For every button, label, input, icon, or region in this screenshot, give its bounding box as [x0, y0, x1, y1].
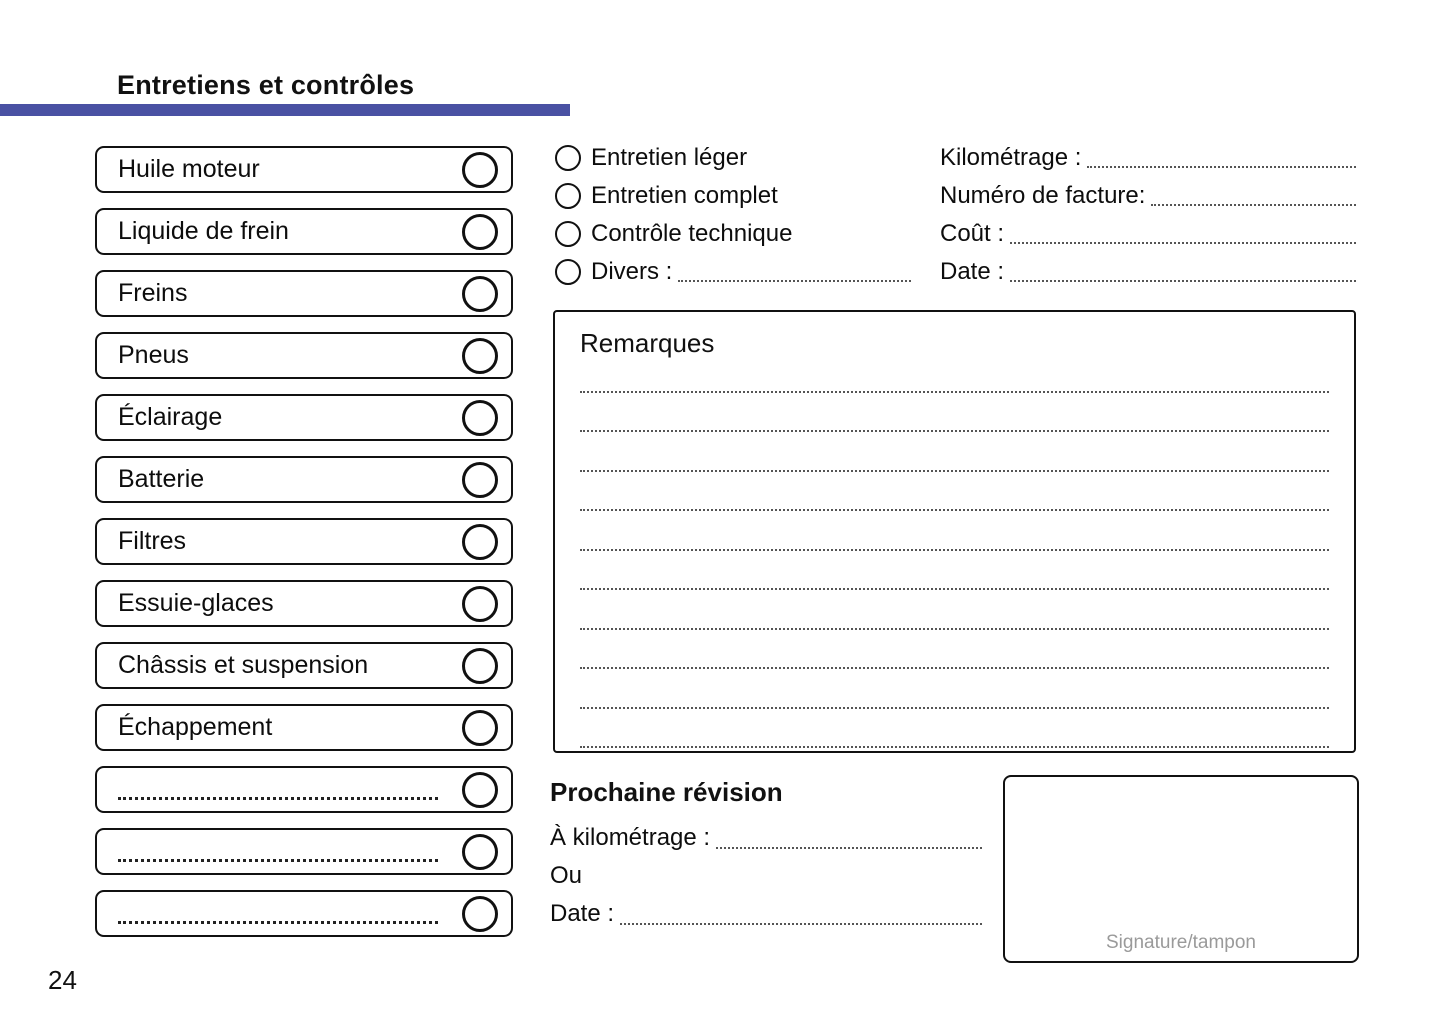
- blank-fill-line[interactable]: [118, 797, 438, 800]
- check-circle[interactable]: [462, 710, 498, 746]
- remarks-fill-line[interactable]: [580, 590, 1329, 630]
- service-type-label: Entretien complet: [591, 182, 778, 209]
- check-circle[interactable]: [462, 276, 498, 312]
- checklist-row-blank: [95, 890, 513, 937]
- checklist-row: [95, 456, 513, 503]
- checklist-row: [95, 146, 513, 193]
- next-service-km-row: [550, 822, 982, 854]
- accent-bar: [0, 104, 570, 116]
- service-type-label: Entretien léger: [591, 144, 748, 171]
- check-circle[interactable]: [462, 896, 498, 932]
- checklist-label: Pneus: [118, 341, 189, 369]
- field-label: Date :: [550, 900, 615, 927]
- remarks-fill-line[interactable]: [580, 630, 1329, 670]
- checklist-label: Huile moteur: [118, 155, 260, 183]
- check-circle[interactable]: [462, 834, 498, 870]
- record-field-row: [940, 219, 1356, 249]
- check-circle[interactable]: [462, 338, 498, 374]
- field-fill-line[interactable]: [1087, 166, 1356, 168]
- checklist-row: [95, 518, 513, 565]
- checklist-row-blank: [95, 828, 513, 875]
- checklist-row: [95, 332, 513, 379]
- checklist-row: [95, 704, 513, 751]
- page-title: Entretiens et contrôles: [117, 70, 415, 100]
- checklist-label: Essuie-glaces: [118, 589, 274, 617]
- service-type-row: [555, 143, 911, 173]
- remarks-title: Remarques: [580, 328, 715, 358]
- check-circle[interactable]: [462, 152, 498, 188]
- record-field-row: [940, 257, 1356, 287]
- next-service-or-row: [550, 860, 982, 892]
- check-circle[interactable]: [462, 772, 498, 808]
- check-circle[interactable]: [462, 214, 498, 250]
- checklist-row-blank: [95, 766, 513, 813]
- service-type-row: [555, 181, 911, 211]
- next-service-date-row: [550, 898, 982, 930]
- record-field-row: [940, 143, 1356, 173]
- remarks-fill-line[interactable]: [580, 669, 1329, 709]
- page-number: 24: [48, 965, 77, 995]
- signature-box[interactable]: [1003, 775, 1359, 963]
- checklist-label: Éclairage: [118, 403, 223, 431]
- remarks-fill-line[interactable]: [580, 393, 1329, 433]
- divers-fill-line[interactable]: [678, 280, 911, 282]
- remarks-fill-line[interactable]: [580, 551, 1329, 591]
- check-circle[interactable]: [462, 524, 498, 560]
- service-type-label: Contrôle technique: [591, 220, 793, 247]
- checklist-row: [95, 642, 513, 689]
- radio-circle[interactable]: [555, 259, 581, 285]
- record-field-row: [940, 181, 1356, 211]
- radio-circle[interactable]: [555, 145, 581, 171]
- remarks-fill-line[interactable]: [580, 511, 1329, 551]
- field-fill-line[interactable]: [716, 847, 982, 849]
- next-service-title: Prochaine révision: [550, 777, 783, 807]
- service-type-row: [555, 219, 911, 249]
- remarks-box: [553, 310, 1356, 753]
- field-label: Numéro de facture:: [940, 182, 1146, 209]
- check-circle[interactable]: [462, 648, 498, 684]
- service-type-label: Divers :: [591, 258, 673, 285]
- checklist-label: Échappement: [118, 713, 273, 741]
- field-label: À kilométrage :: [550, 824, 711, 851]
- check-circle[interactable]: [462, 586, 498, 622]
- radio-circle[interactable]: [555, 221, 581, 247]
- field-label: Ou: [550, 862, 583, 889]
- checklist-row: [95, 208, 513, 255]
- checklist-label: Filtres: [118, 527, 187, 555]
- check-circle[interactable]: [462, 400, 498, 436]
- remarks-fill-line[interactable]: [580, 709, 1329, 749]
- checklist-label: Batterie: [118, 465, 205, 493]
- signature-label: Signature/tampon: [1106, 932, 1256, 953]
- checklist-row: [95, 394, 513, 441]
- checklist-label: Châssis et suspension: [118, 651, 369, 679]
- field-fill-line[interactable]: [1010, 280, 1356, 282]
- blank-fill-line[interactable]: [118, 921, 438, 924]
- field-fill-line[interactable]: [1010, 242, 1356, 244]
- checklist-row: [95, 580, 513, 627]
- check-circle[interactable]: [462, 462, 498, 498]
- remarks-fill-line[interactable]: [580, 472, 1329, 512]
- field-label: Coût :: [940, 220, 1005, 247]
- checklist-row: [95, 270, 513, 317]
- field-fill-line[interactable]: [1151, 204, 1356, 206]
- field-fill-line[interactable]: [620, 923, 982, 925]
- checklist-label: Freins: [118, 279, 188, 307]
- blank-fill-line[interactable]: [118, 859, 438, 862]
- remarks-lines: [580, 353, 1329, 748]
- field-label: Date :: [940, 258, 1005, 285]
- checklist-label: Liquide de frein: [118, 217, 289, 245]
- field-label: Kilométrage :: [940, 144, 1082, 171]
- service-type-row: [555, 257, 911, 287]
- radio-circle[interactable]: [555, 183, 581, 209]
- remarks-fill-line[interactable]: [580, 432, 1329, 472]
